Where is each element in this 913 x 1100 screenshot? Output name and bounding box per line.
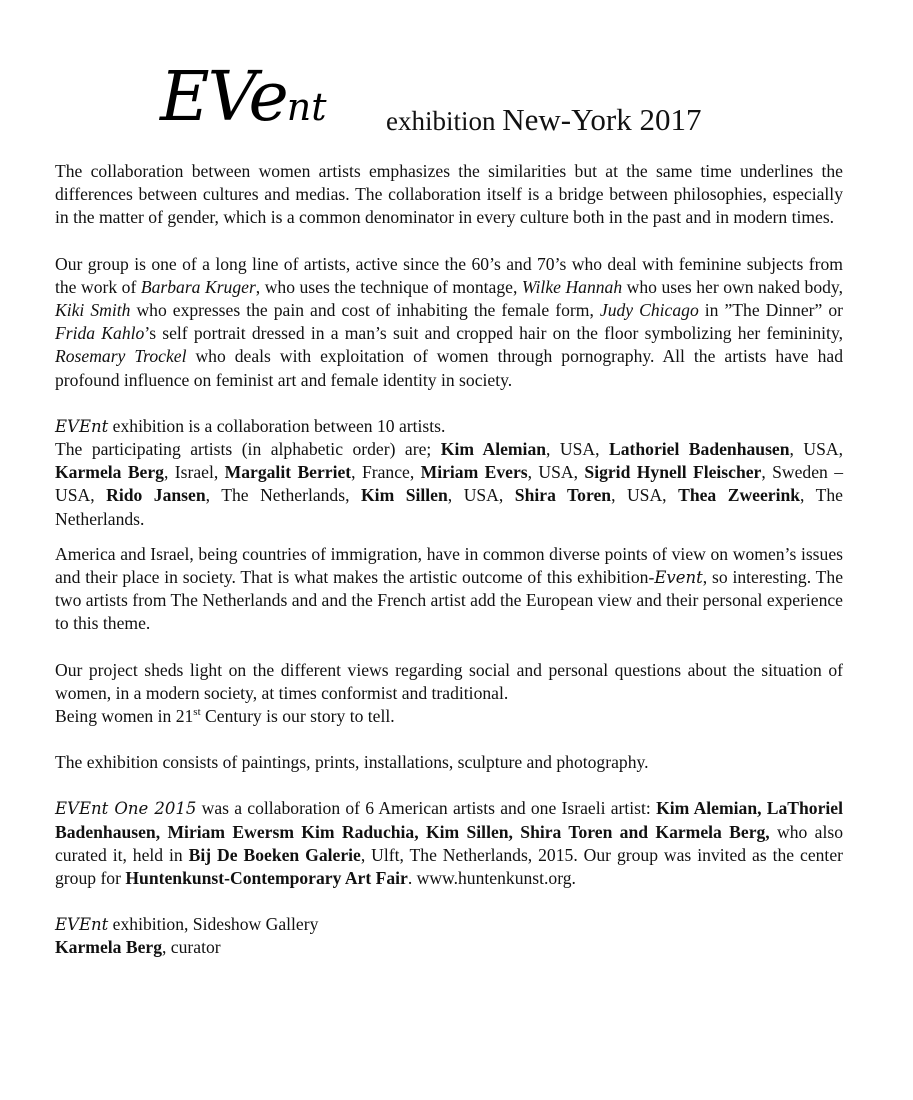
- text: The participating artists (in alphabetic order) are;: [55, 439, 441, 460]
- text: in ”The Dinner” or: [698, 300, 844, 321]
- text: exhibition, Sideshow Gallery: [108, 914, 319, 935]
- curator-line: [55, 936, 843, 959]
- title-exhibition: exhibition: [386, 106, 503, 136]
- header: [160, 58, 860, 148]
- event-logo: [160, 58, 327, 137]
- participant-name: Miriam Evers: [420, 462, 528, 483]
- text: Our group is one of a long line of artists, active since the 60’s and 70’s who deal with feminine subjects from the work of: [55, 253, 843, 297]
- text: who deals with exploitation of women through pornography. All the artists have had profound influence on feminist art and female identity in society.: [55, 346, 843, 390]
- text: Century is our story to tell.: [200, 706, 395, 727]
- curator-name: Karmela Berg: [55, 937, 162, 958]
- participant-country: , USA,: [447, 485, 515, 506]
- text: Our project sheds light on the different views regarding social and personal questions about the situation of women, in a modern society, at times conformist and traditional.: [55, 659, 843, 703]
- participant-names: Kim Alemian, LaThoriel Badenhausen, Miriam Ewersm Kim Raduchia, Kim Sillen, Shira Toren and Karmela Berg,: [55, 798, 843, 842]
- participant-name: Rido Jansen: [106, 485, 206, 506]
- artist-name: Barbara Kruger: [140, 276, 256, 297]
- text: America and Israel, being countries of immigration, have in common diverse points of view on women’s issues and their place in society. That is what makes the artistic outcome of this exhibition-: [55, 543, 843, 588]
- text: , so interesting. The two artists from The Netherlands and and the French artist add the European view and their personal experience to this theme.: [55, 567, 843, 634]
- participant-country: , The Netherlands.: [55, 485, 843, 529]
- participant-country: , The Netherlands,: [205, 485, 361, 506]
- page-title: [386, 102, 701, 138]
- artist-name: Frida Kahlo: [55, 323, 145, 344]
- document-body: [55, 160, 843, 960]
- participant-country: , USA,: [527, 462, 585, 483]
- event-name: EVEnt: [55, 416, 109, 436]
- paragraph-project: [55, 659, 843, 705]
- participant-name: Lathoriel Badenhausen: [608, 439, 790, 460]
- participant-name: Shira Toren: [514, 485, 612, 506]
- participant-name: Kim Alemian: [440, 439, 547, 460]
- text: who expresses the pain and cost of inhabiting the female form,: [130, 300, 600, 321]
- curator-role: , curator: [162, 937, 221, 958]
- participant-name: Karmela Berg: [55, 462, 164, 483]
- paragraph-participants: [55, 438, 843, 531]
- text: . www.huntenkunst.org.: [407, 868, 576, 889]
- artist-name: Judy Chicago: [599, 300, 699, 321]
- event-name: EVEnt One 2015: [55, 799, 197, 819]
- text: who uses her own naked body,: [622, 276, 843, 297]
- text: Being women in 21: [55, 706, 194, 727]
- art-fair-name: Huntenkunst-Contemporary Art Fair: [125, 868, 408, 889]
- paragraph-exhibition-intro: [55, 415, 843, 438]
- paragraph-story: [55, 705, 843, 728]
- superscript: st: [193, 706, 201, 719]
- text: ’s self portrait dressed in a man’s suit and cropped hair on the floor symbolizing her femininity,: [144, 323, 843, 344]
- logo-small-text: nt: [286, 85, 327, 129]
- paragraph-media: The exhibition consists of paintings, prints, installations, sculpture and photography.: [55, 752, 649, 773]
- participant-name: Thea Zweerink: [678, 485, 801, 506]
- event-name: Event: [654, 568, 703, 588]
- participant-country: , USA,: [789, 439, 843, 460]
- artist-name: Rosemary Trockel: [55, 346, 187, 367]
- logo-big-text: EVe: [160, 58, 287, 137]
- participant-name: Kim Sillen: [361, 485, 448, 506]
- artist-name: Wilke Hannah: [521, 276, 623, 297]
- text: exhibition is a collaboration between 10 artists.: [108, 415, 446, 436]
- text: , who uses the technique of montage,: [255, 276, 522, 297]
- paragraph-immigration: [55, 543, 843, 636]
- artist-name: Kiki Smith: [55, 300, 131, 321]
- text: , Ulft, The Netherlands, 2015. Our group was invited as the center group for: [55, 844, 843, 889]
- event-name: EVEnt: [55, 915, 109, 935]
- participant-name: Sigrid Hynell Fleischer: [584, 462, 762, 483]
- title-city-year: New-York 2017: [502, 102, 702, 137]
- text: who also curated it, held in: [55, 821, 844, 865]
- paragraph-gallery: [55, 913, 843, 936]
- paragraph-event-one: [55, 797, 843, 890]
- participant-country: , USA,: [611, 485, 679, 506]
- gallery-name: Bij De Boeken Galerie: [188, 844, 361, 865]
- paragraph-intro: The collaboration between women artists emphasizes the similarities but at the same time underlines the differences between cultures and medias. The collaboration itself is a bridge between philosophies, especially in the matter of gender, which is a common denominator in every culture both in the past and in modern times.: [55, 161, 843, 228]
- participant-country: , France,: [351, 462, 421, 483]
- participant-country: , Sweden – USA,: [55, 462, 844, 506]
- text: was a collaboration of 6 American artists and one Israeli artist:: [196, 798, 657, 819]
- participant-name: Margalit Berriet: [224, 462, 352, 483]
- participant-country: , Israel,: [163, 462, 225, 483]
- paragraph-artists-history: [55, 253, 843, 392]
- participant-country: , USA,: [546, 439, 609, 460]
